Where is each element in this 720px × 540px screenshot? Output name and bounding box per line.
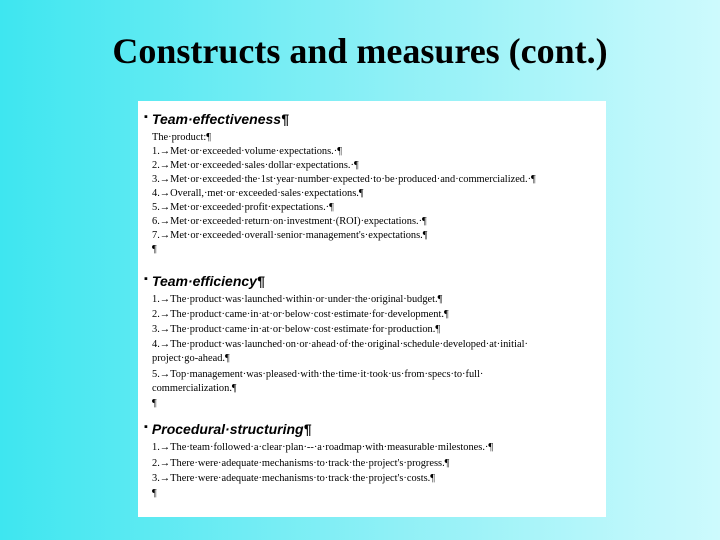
list-item: 5.→Met·or·exceeded·profit·expectations.·¶ [152,202,334,213]
list-item: 4.→The·product·was·launched·on·or·ahead·of·the·original·schedule·developed·at·initial· [152,339,528,350]
list-item: ¶ [152,398,157,409]
list-item: 3.→There·were·adequate·mechanisms·to·track·the·project's·costs.¶ [152,473,435,484]
list-item: commercialization.¶ [152,383,237,394]
list-item: 2.→There·were·adequate·mechanisms·to·track·the·project's·progress.¶ [152,458,450,469]
list-item: 2.→Met·or·exceeded·sales·dollar·expectations.·¶ [152,160,359,171]
list-item: ¶ [152,488,157,499]
list-item: 4.→Overall,·met·or·exceeded·sales·expectations.¶ [152,188,364,199]
list-item: 1.→The·product·was·launched·within·or·under·the·original·budget.¶ [152,294,443,305]
section-heading: ▪ Team·effectiveness¶ [144,111,289,127]
document-excerpt [138,101,606,517]
list-item: 5.→Top·management·was·pleased·with·the·time·it·took·us·from·specs·to·full· [152,369,484,380]
list-item: The·product:¶ [152,132,211,143]
square-bullet-icon: ▪ [144,421,148,433]
slide-title: Constructs and measures (cont.) [112,31,608,71]
list-item: 3.→Met·or·exceeded·the·1st·year·number·expected·to·be·produced·and·commercialized.·¶ [152,174,536,185]
list-item: 3.→The·product·came·in·at·or·below·cost·estimate·for·production.¶ [152,324,441,335]
list-item: ¶ [152,244,157,255]
square-bullet-icon: ▪ [144,111,148,123]
list-item: 2.→The·product·came·in·at·or·below·cost·estimate·for·development.¶ [152,309,449,320]
list-item: 7.→Met·or·exceeded·overall·senior·management's·expectations.¶ [152,230,428,241]
list-item: 6.→Met·or·exceeded·return·on·investment·(ROI)·expectations.·¶ [152,216,427,227]
list-item: project·go-ahead.¶ [152,353,230,364]
section-heading: ▪ Procedural·structuring¶ [144,421,312,437]
list-item: 1.→Met·or·exceeded·volume·expectations.·¶ [152,146,342,157]
square-bullet-icon: ▪ [144,273,148,285]
list-item: 1.→The·team·followed·a·clear·plan·--·a·roadmap·with·measurable·milestones.·¶ [152,442,494,453]
section-heading: ▪ Team·efficiency¶ [144,273,265,289]
